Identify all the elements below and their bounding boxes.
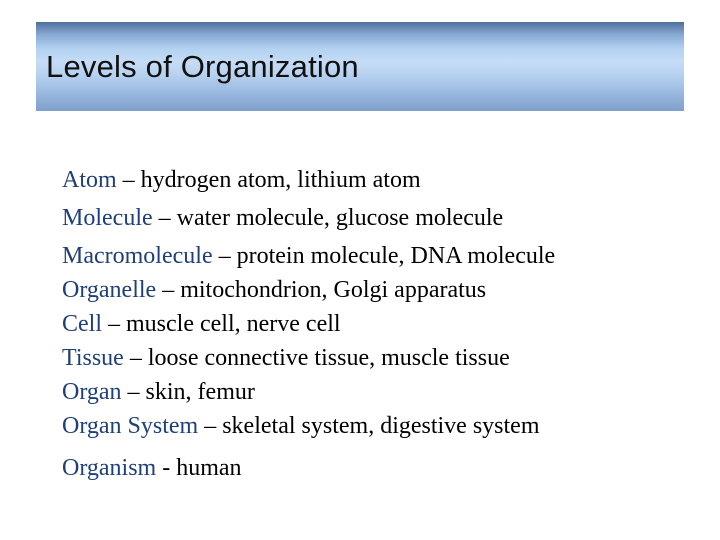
term-label: Cell <box>62 311 102 337</box>
slide-title: Levels of Organization <box>46 49 359 84</box>
list-item-tissue <box>62 341 555 375</box>
list-item-cell <box>62 307 555 341</box>
list-item-organelle <box>62 273 555 307</box>
term-label: Organism <box>62 455 157 481</box>
examples-text: – skin, femur <box>121 379 255 405</box>
term-label: Organ <box>62 379 122 405</box>
list-item-organism <box>62 451 555 485</box>
term-label: Atom <box>62 167 117 193</box>
examples-text: – water molecule, glucose molecule <box>152 205 504 231</box>
term-label: Molecule <box>62 205 153 231</box>
examples-text: – protein molecule, DNA molecule <box>212 243 556 269</box>
term-label: Macromolecule <box>62 243 213 269</box>
term-label: Tissue <box>62 345 124 371</box>
list-item-organ-system <box>62 409 555 443</box>
organization-levels-list <box>62 163 555 485</box>
term-label: Organ System <box>62 413 199 439</box>
examples-text: – muscle cell, nerve cell <box>102 311 341 337</box>
examples-text: - human <box>156 455 242 481</box>
list-item-atom <box>62 163 555 201</box>
term-label: Organelle <box>62 277 157 303</box>
examples-text: – mitochondrion, Golgi apparatus <box>156 277 487 303</box>
examples-text: – hydrogen atom, lithium atom <box>116 167 421 193</box>
examples-text: – loose connective tissue, muscle tissue <box>123 345 510 371</box>
list-item-organ <box>62 375 555 409</box>
list-item-macromolecule <box>62 239 555 273</box>
list-item-molecule <box>62 201 555 239</box>
title-banner <box>36 22 684 111</box>
examples-text: – skeletal system, digestive system <box>198 413 540 439</box>
